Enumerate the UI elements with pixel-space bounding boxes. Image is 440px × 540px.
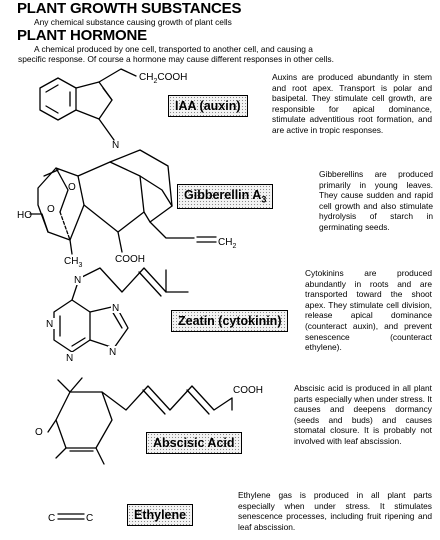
label-gibberellin-a3: Gibberellin $A_3$ — [177, 184, 273, 209]
svg-text:N: N — [109, 347, 117, 358]
svg-text:O: O — [47, 204, 55, 215]
svg-text:HO: HO — [17, 210, 32, 221]
description-zeatin: Cytokinins are produced abundantly in roots and are transported toward the shoot apex. They stimulate cell division, release apical dominance (counteract auxin), and prevent senescence (counteract ethylene). — [305, 268, 432, 353]
svg-text:O: O — [35, 427, 43, 438]
label-ethylene: Ethylene — [127, 504, 193, 526]
svg-text:COOH: COOH — [115, 254, 145, 265]
definition-substances: Any chemical substance causing growth of plant cells — [34, 17, 232, 27]
svg-text:N: N — [74, 275, 82, 286]
label-abscisic-acid: Abscisic Acid — [146, 432, 242, 454]
definition-hormone-line2: specific response. Of course a hormone may cause different responses in other cells. — [18, 54, 334, 64]
svg-text:O: O — [68, 182, 76, 193]
description-iaa: Auxins are produced abundantly in stem and root apex. Transport is polar and basipetal. They stimulate cell growth, are responsible for apical dominance, stimulate adventitious root formation, and are active in tropic responses. — [272, 72, 432, 135]
svg-text:N: N — [112, 303, 120, 314]
svg-text:CH2: $CH_2$ — [218, 237, 237, 250]
svg-text:C: C — [48, 513, 56, 524]
title-plant-growth-substances: PLANT GROWTH SUBSTANCES — [17, 0, 242, 17]
description-ethylene: Ethylene gas is produced in all plant parts especially when under stress. It stimulates senescence processes, including fruit ripening and leaf abscission. — [238, 490, 432, 532]
iaa-nitrogen-label: N — [112, 140, 120, 151]
label-zeatin-cytokinin: Zeatin (cytokinin) — [171, 310, 288, 332]
svg-text:C: C — [86, 513, 94, 524]
description-abscisic-acid: Abscisic acid is produced in all plant parts especially when under stress. It causes and deepens dormancy (seeds and buds) and causes stomatal closure. It is probably not involved with leaf abscission. — [294, 383, 432, 446]
title-plant-hormone: PLANT HORMONE — [17, 27, 147, 44]
description-gibberellin: Gibberellins are produced primarily in young leaves. They cause sudden and rapid cell growth and also stimulate hydrolysis of starch in germinating seeds. — [319, 169, 433, 232]
svg-text:COOH: COOH — [233, 385, 263, 396]
label-iaa-auxin: IAA (auxin) — [168, 95, 248, 117]
svg-text:N: N — [66, 353, 74, 364]
svg-text:CH3: $CH_3$ — [64, 256, 83, 269]
definition-hormone-line1: A chemical produced by one cell, transported to another cell, and causing a — [34, 44, 313, 54]
svg-text:N: N — [46, 319, 54, 330]
svg-text:CH2COOH: $CH_2COOH$ — [139, 72, 188, 85]
